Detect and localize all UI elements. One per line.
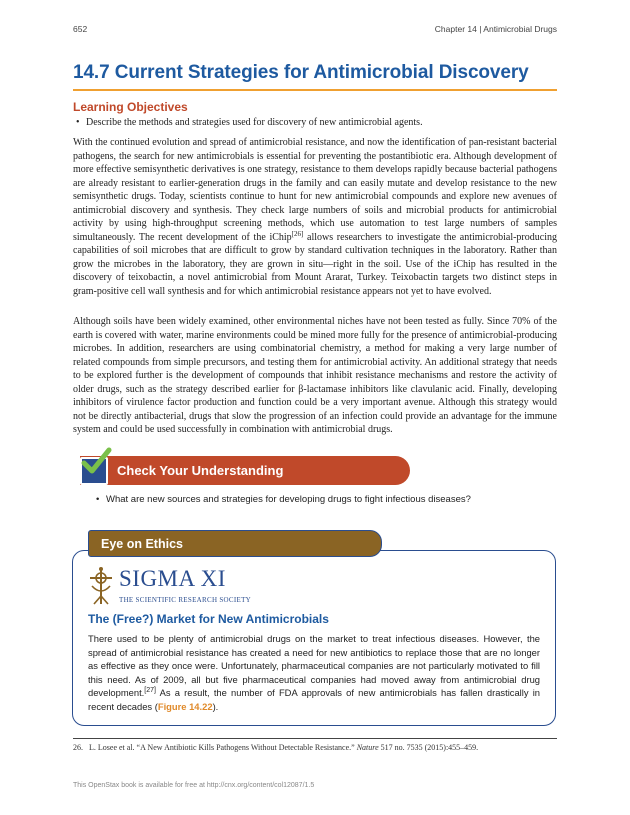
check-understanding-title: Check Your Understanding bbox=[117, 463, 284, 478]
list-item bbox=[93, 494, 553, 505]
body-paragraph bbox=[73, 136, 557, 299]
footnote-text: 517 no. 7535 (2015):455–459. bbox=[378, 743, 479, 752]
footnote bbox=[73, 743, 557, 752]
sigma-xi-name: SIGMA XI bbox=[119, 566, 226, 591]
running-head: Chapter 14 | Antimicrobial Drugs bbox=[434, 24, 557, 34]
list-item bbox=[73, 117, 557, 128]
footnote-journal: Nature bbox=[356, 743, 379, 752]
body-paragraph: Although soils have been widely examined, other environmental niches have not been tested as fully. Since 70% of the earth is covered with water, marine environments could be mined more fully for the presence of antimicrobial-producing microbes. In addition, researchers are using combinatorial chemistry, a method for making a very large number of related compounds from simple precursors, and testing them for antimicrobial activity. An additional strategy that needs to be explored further is the development of compounds that inhibit resistance mechanisms and restore the activity of older drugs, such as the strategy described earlier for β-lactamase inhibitors like clavulanic acid. Finally, developing inhibitors of virulence factor production and function could be a very important avenue. Although this strategy would not be directly antibacterial, drugs that slow the progression of an infection could provide an advantage for the immune system and could be used successfully in combination with antimicrobial drugs. bbox=[73, 316, 557, 436]
section-title: 14.7 Current Strategies for Antimicrobial Discovery bbox=[73, 62, 529, 83]
sigma-xi-logo bbox=[88, 566, 251, 610]
ethics-text: As a result, the number of FDA approvals of new antimicrobials has fallen drastically in recent decades ( bbox=[88, 687, 540, 712]
sigma-xi-subtitle: THE SCIENTIFIC RESEARCH SOCIETY bbox=[119, 596, 251, 604]
question-text: What are new sources and strategies for developing drugs to fight infectious diseases? bbox=[106, 494, 471, 505]
body-text: With the continued evolution and spread of antimicrobial resistance, and now the identification of pan-resistant bacterial pathogens, the search for new antimicrobials is essential for preventing the postantibiotic era. Although development of more effective semisynthetic derivatives is one strategy, resistance to them develops rapidly because bacterial pathogens are already resistant to earlier-generation drugs in the family and can easily mutate and develop resistance to the new semisynthetic drugs. Today, scientists continue to hunt for new antimicrobial compounds and explore new avenues of antimicrobial discovery and synthesis. They check large numbers of soils and microbial products for antimicrobial activity by using high-throughput screening methods, which use automation to test large numbers of samples simultaneously. The recent development of the iChip bbox=[73, 137, 557, 243]
check-understanding-list bbox=[93, 494, 553, 505]
footnote-rule bbox=[73, 738, 557, 739]
figure-link[interactable]: Figure 14.22 bbox=[157, 700, 213, 712]
title-rule bbox=[73, 89, 557, 91]
ethics-text: There used to be plenty of antimicrobial drugs on the market to treat infectious diseases. However, the spread of antimicrobial resistance has created a need for new antibiotics to replace those that are no longer as effective as they once were. Unfortunately, pharmaceutical companies are not particularly motivated to fill this need. As of 2009, all but five pharmaceutical companies had moved away from antimicrobial drug development. bbox=[88, 633, 540, 699]
page-footer: This OpenStax book is available for free at http://cnx.org/content/col12087/1.5 bbox=[73, 782, 315, 789]
learning-objective-text: Describe the methods and strategies used for discovery of new antimicrobial agents. bbox=[86, 117, 423, 128]
footnote-number: 26. bbox=[73, 743, 83, 752]
page-number: 652 bbox=[73, 24, 88, 34]
body-text: allows researchers to investigate the antimicrobial-producing capabilities of soil microbes that are difficult to grow by standard cultivation techniques in the laboratory. Rather than grow the microbes in the laboratory, they are grown in situ—right in the soil. Use of the iChip has resulted in the discovery of teixobactin, a novel antimicrobial from Mount Ararat, Turkey. Teixobactin targets two distinct steps in gram-positive cell wall synthesis and for which antimicrobial resistance appears not yet to have evolved. bbox=[73, 231, 557, 298]
ethics-heading: The (Free?) Market for New Antimicrobials bbox=[88, 612, 329, 626]
ethics-paragraph bbox=[88, 632, 540, 714]
footnote-ref-link[interactable]: [27] bbox=[144, 687, 156, 695]
footnote-text: L. Losee et al. “A New Antibiotic Kills Pathogens Without Detectable Resistance.” bbox=[89, 743, 357, 752]
footnote-ref-link[interactable]: [26] bbox=[291, 229, 304, 238]
learning-objectives-heading: Learning Objectives bbox=[73, 100, 188, 114]
sigma-xi-emblem-icon bbox=[88, 566, 114, 606]
bullet-icon: • bbox=[76, 117, 80, 128]
bullet-icon: • bbox=[96, 494, 100, 505]
checkmark-icon bbox=[79, 446, 113, 480]
ethics-text: ). bbox=[212, 700, 219, 712]
eye-on-ethics-label: Eye on Ethics bbox=[101, 537, 183, 551]
learning-objectives-list bbox=[73, 117, 557, 128]
